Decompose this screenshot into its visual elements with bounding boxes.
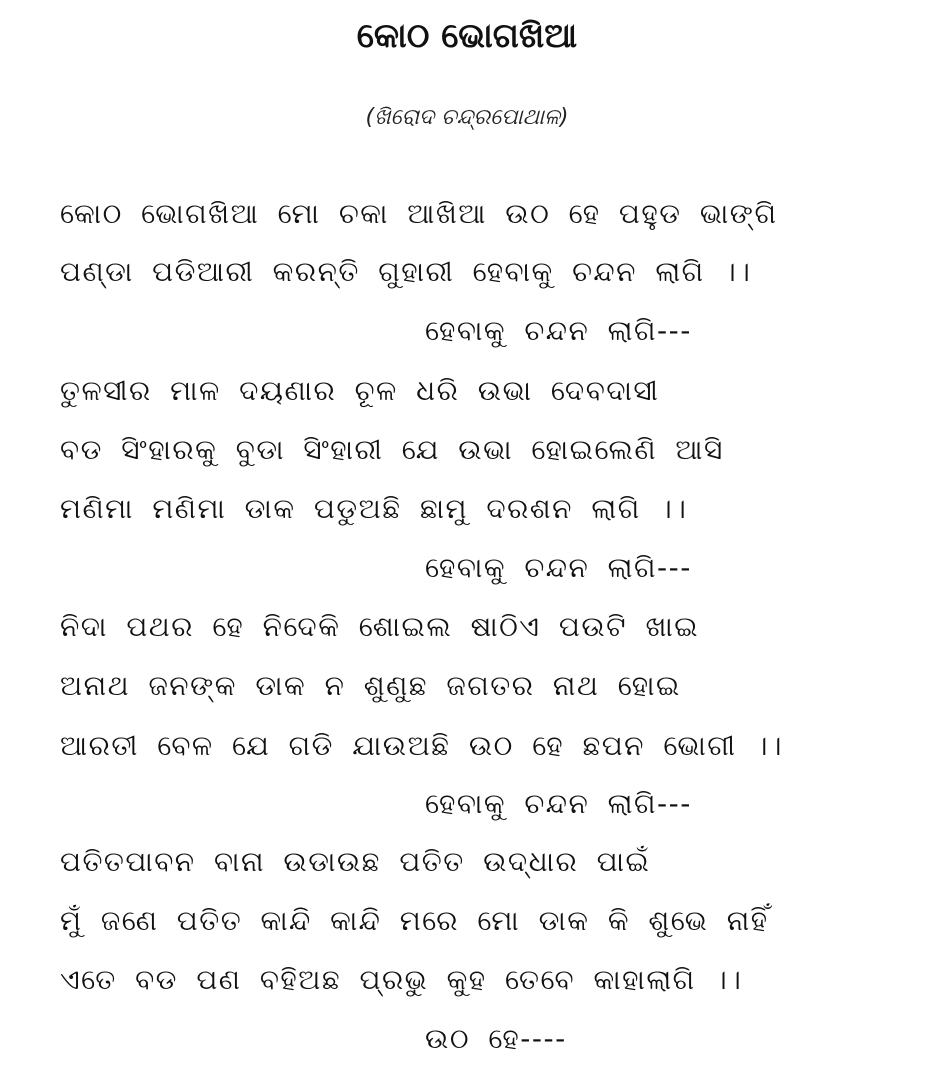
poem-line: ମୁଁ ଜଣେ ପତିତ କାନ୍ଦି କାନ୍ଦି ମରେ ମୋ ଡାକ କି ଶୁଭେ ନାହିଁ <box>60 904 769 937</box>
poem-line: ଅନାଥ ଜନଙ୍କ ଡାକ ନ ଶୁଣୁଛ ଜଗତର ନାଥ ହୋଇ <box>60 669 681 702</box>
poem-line: କୋଠ ଭୋଗଖିଆ ମୋ ଚକା ଆଖିଆ ଉଠ ହେ ପହୁଡ ଭାଙ୍ଗି <box>60 197 778 230</box>
poem-line: ବଡ ସିଂହାରକୁ ବୁଡା ସିଂହାରୀ ଯେ ଉଭା ହୋଇଲେଣି ଆସି <box>60 433 724 466</box>
poem-refrain: ହେବାକୁ ଚନ୍ଦନ ଲାଗି--- <box>425 551 692 584</box>
poem-line: ଆରତୀ ବେଳ ଯେ ଗଡି ଯାଉଅଛି ଉଠ ହେ ଛପନ ଭୋଗୀ ।। <box>60 729 784 762</box>
poem-title: କୋଠ ଭୋଗଖିଆ <box>356 16 578 56</box>
poem-line: ପତିତପାବନ ବାନା ଉଡାଉଛ ପତିତ ଉଦ୍ଧାର ପାଇଁ <box>60 845 651 878</box>
poem-line: ମଣିମା ମଣିମା ଡାକ ପଡୁଅଛି ଛାମୁ ଦରଶନ ଲାଗି ।। <box>60 492 688 525</box>
poem-line: ନିଦା ପଥର ହେ ନିଦେକି ଶୋଇଲ ଷାଠିଏ ପଉଟି ଖାଇ <box>60 610 700 643</box>
poem-author: (ଖିରୋଦ ଚନ୍ଦ୍ରପୋଥାଳ) <box>365 105 569 130</box>
poem-line: ପଣ୍ଡା ପଡିଆରୀ କରନ୍ତି ଗୁହାରୀ ହେବାକୁ ଚନ୍ଦନ ଲାଗି ।। <box>60 255 752 288</box>
poem-refrain: ହେବାକୁ ଚନ୍ଦନ ଲାଗି--- <box>425 314 692 347</box>
poem-line: ଏତେ ବଡ ପଣ ବହିଅଛ ପ୍ରଭୁ କୁହ ତେବେ କାହାଲାଗି ।। <box>60 963 743 996</box>
poem-refrain: ହେବାକୁ ଚନ୍ଦନ ଲାଗି--- <box>425 787 692 820</box>
poem-line: ତୁଳସୀର ମାଳ ଦୟଣାର ଚୂଳ ଧରି ଉଭା ଦେବଦାସୀ <box>60 374 660 407</box>
poem-refrain: ଉଠ ହେ---- <box>425 1022 567 1055</box>
